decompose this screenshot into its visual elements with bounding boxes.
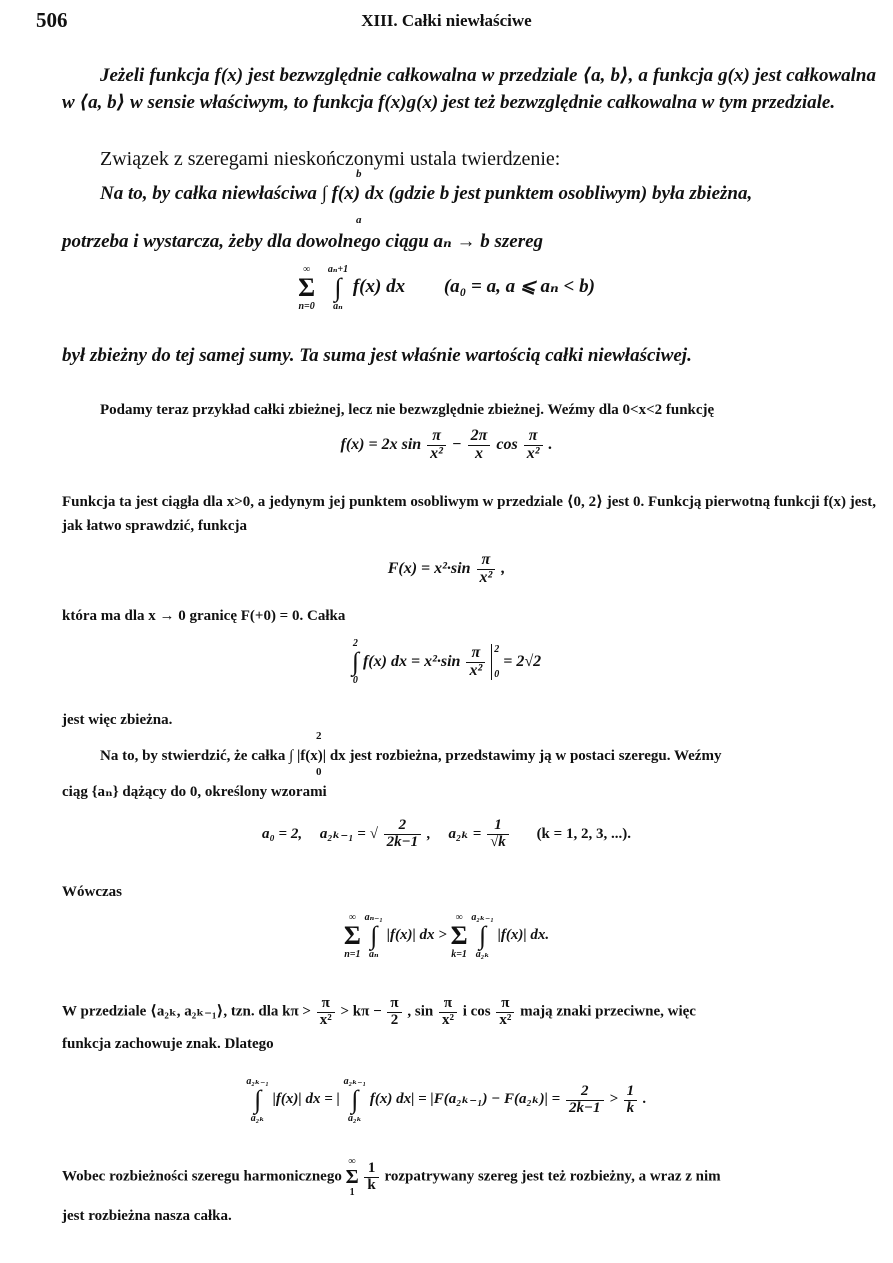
theorem-series-text: Na to, by całka niewłaściwa ∫ f(x) dx (gdzie b jest punktem osobliwym) była zbieżna, (100, 183, 753, 204)
page-number: 506 (36, 8, 68, 32)
equation-series (0, 264, 893, 312)
integral-operator: aₙ+1 ∫ aₙ (327, 264, 349, 312)
integral-operator: a₂ₖ₋₁ ∫ a₂ₖ (246, 1076, 269, 1124)
abs-integral-lower-limit: 0 (316, 766, 322, 778)
integral-operator: a₂ₖ₋₁ ∫ a₂ₖ (471, 912, 494, 960)
fraction-1-over-k: $\frac{1}{k}$ (624, 1084, 638, 1117)
continuity-paragraph: Funkcja ta jest ciągła dla x>0, a jedynym jej punktem osobliwym w przedziale ⟨0, 2⟩ jest 0. Funkcją pierwotną funkcji f(x) jest, jak łatwo sprawdzić, funkcja (62, 494, 876, 534)
fraction-pi-over-2: $\frac{\pi}{2}$ (387, 996, 401, 1029)
fraction-pi-over-x2: $\frac{\pi}{\text{x²}}$ (427, 428, 446, 463)
equation-sequence: a₀ = 2, a₂ₖ₋₁ = √ $\frac{2}{2k-1}$ , a₂ₖ = $\frac{1}{√k}$ (k = 1, 2, 3, ...). (262, 817, 631, 850)
sum-operator: ∞ Σ 1 (345, 1156, 359, 1198)
sum-operator: ∞ Σ k=1 (450, 912, 468, 960)
chapter-title: XIII. Całki niewłaściwe (361, 11, 532, 30)
example-intro: Podamy teraz przykład całki zbieżnej, lecz nie bezwzględnie zbieżnej. Weźmy dla 0<x<2 funkcję (100, 402, 715, 418)
conclusion-paragraph: Wobec rozbieżności szeregu harmonicznego ∞ Σ 1 $\frac{1}{k}$ rozpatrywany szereg jest też rozbieżny, a wraz z nim (62, 1156, 721, 1198)
interval-paragraph: W przedziale ⟨a₂ₖ, a₂ₖ₋₁⟩, tzn. dla kπ > $\frac{\pi}{\text{x²}}$ > kπ − $\frac{\pi}{2}$ , sin $\frac{\pi}{\text{x²}}$ i cos $\frac{\pi}{\text{x²}}$ mają znaki przeciwne, więc (62, 995, 696, 1028)
fraction-pi-over-x2: $\frac{\pi}{\text{x²}}$ (466, 645, 485, 680)
fraction-1-over-k: $\frac{1}{k}$ (364, 1161, 378, 1194)
fraction-1-over-sqrt-k: $\frac{1}{√k}$ (487, 818, 509, 851)
limit-paragraph: która ma dla x → 0 granicę F(+0) = 0. Całka (62, 608, 346, 624)
equation-antiderivative: F(x) = x²·sin $\frac{\pi}{\text{x²}}$ , (387, 551, 506, 586)
fraction-pi-over-x2: $\frac{\pi}{\text{x²}}$ (477, 552, 496, 587)
fraction-pi-over-x2: $\frac{\pi}{\text{x²}}$ (496, 996, 514, 1029)
fraction-2-over-2k-1: $\frac{2}{2k-1}$ (384, 818, 422, 851)
convergent-line: jest więc zbieżna. (62, 712, 173, 728)
equation-inequality: ∞ Σ n=1 aₙ₋₁ ∫ aₙ |f(x)| dx > ∞ Σ k=1 a₂ₖ₋₁ ∫ a₂ₖ |f(x)| dx. (343, 912, 550, 960)
theorem-series-line1 (62, 180, 876, 207)
abs-integral-upper-limit: 2 (316, 730, 322, 742)
fraction-pi-over-x2: $\frac{\pi}{\text{x²}}$ (317, 996, 335, 1029)
then-line: Wówczas (62, 884, 122, 900)
fraction-pi-over-x2: $\frac{\pi}{\text{x²}}$ (524, 428, 543, 463)
equation-definite-integral: 2 ∫ 0 f(x) dx = x²·sin $\frac{\pi}{\text{x²}}$ 2 0 = 2√2 (351, 638, 542, 686)
page-header (36, 6, 857, 36)
series-integrand: f(x) dx (352, 276, 406, 298)
integral-operator: 2 ∫ 0 (351, 638, 359, 686)
sum-operator: ∞ Σ n=1 (343, 912, 361, 960)
evaluation-bar: 2 0 (491, 644, 499, 680)
conclusion-paragraph-line2: jest rozbieżna nasza całka. (62, 1208, 232, 1224)
abs-integral: ∫ |f(x)| dx (289, 748, 346, 764)
sequence-intro: ciąg {aₙ} dążący do 0, określony wzorami (62, 784, 327, 800)
divergence-paragraph: Na to, by stwierdzić, że całka ∫ |f(x)| dx jest rozbieżna, przedstawimy ją w postaci szeregu. Weźmy (100, 748, 722, 764)
integral-upper-limit: b (356, 168, 362, 180)
integral-operator: aₙ₋₁ ∫ aₙ (364, 912, 383, 960)
integral-operator: a₂ₖ₋₁ ∫ a₂ₖ (343, 1076, 367, 1124)
integral-lower-limit: a (356, 214, 362, 226)
fraction-2-over-2k-1: $\frac{2}{2k-1}$ (566, 1084, 604, 1117)
fraction-pi-over-x2: $\frac{\pi}{\text{x²}}$ (439, 996, 457, 1029)
theorem-absolute-integrability: Jeżeli funkcja f(x) jest bezwzględnie całkowalna w przedziale ⟨a, b⟩, a funkcja g(x) jest całkowalna w ⟨a, b⟩ w sensie właściwym, to funkcja f(x)g(x) jest też bezwzględnie całkowalna w tym przedziale. (62, 65, 876, 113)
sum-operator: ∞ Σ n=0 (298, 264, 316, 312)
equation-bound: a₂ₖ₋₁ ∫ a₂ₖ |f(x)| dx = | a₂ₖ₋₁ ∫ a₂ₖ f(x) dx| = |F(a₂ₖ₋₁) − F(a₂ₖ)| = $\frac{2}{2k-1}$ > $\frac{1}{k}$ . (246, 1076, 647, 1124)
series-condition: (a₀ = a, a ⩽ aₙ < b) (443, 276, 595, 298)
theorem-series-end: był zbieżny do tej samej sumy. Ta suma jest właśnie wartością całki niewłaściwej. (62, 345, 692, 366)
interval-paragraph-line2: funkcja zachowuje znak. Dlatego (62, 1036, 274, 1052)
equation-function-f: f(x) = 2x sin $\frac{\pi}{\text{x²}}$ − $\frac{2\pi}{x}$ cos $\frac{\pi}{\text{x²}}$ . (340, 427, 553, 462)
theorem-series-line2: potrzeba i wystarcza, żeby dla dowolnego ciągu aₙ → b szereg (62, 231, 544, 252)
series-relation-intro: Związek z szeregami nieskończonymi ustala twierdzenie: (100, 148, 561, 170)
fraction-2pi-over-x: $\frac{2\pi}{x}$ (468, 428, 491, 463)
